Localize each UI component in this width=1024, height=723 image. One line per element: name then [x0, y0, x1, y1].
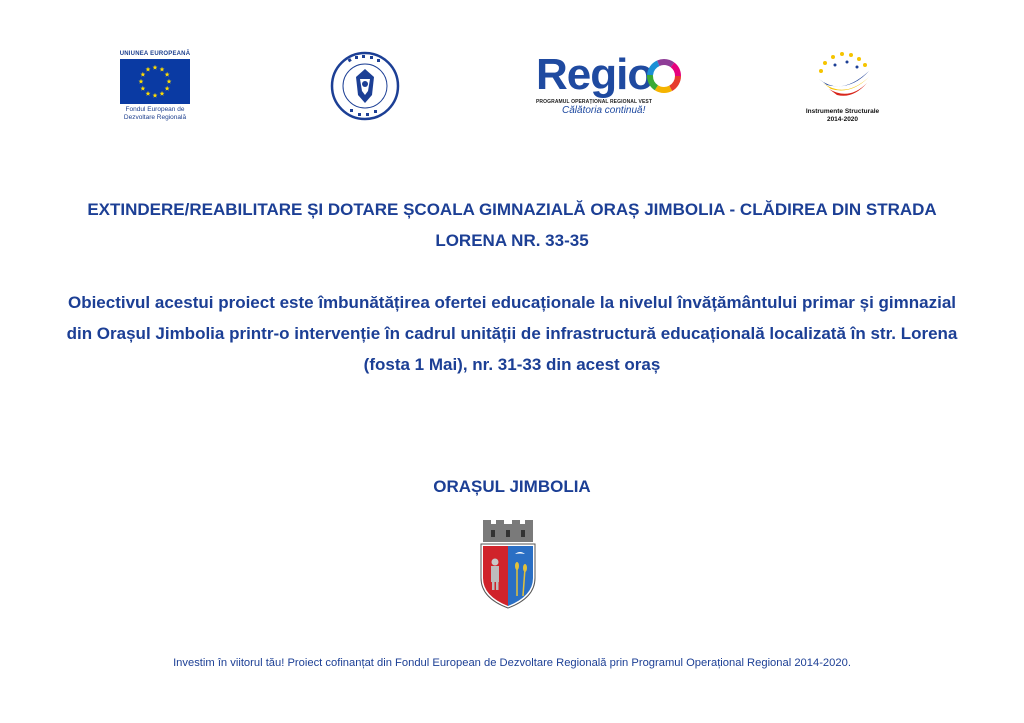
eu-star: [153, 93, 158, 98]
eu-star: [146, 91, 151, 96]
footer-disclaimer: Investim în viitorul tău! Proiect cofinanțat din Fondul European de Dezvoltare Regională prin Programul Operațional Regional 2014-2020.: [173, 657, 851, 669]
eu-flag-icon: [120, 59, 190, 104]
regio-wordmark: Regio: [536, 50, 654, 99]
eu-star: [165, 86, 170, 91]
eu-caption: UNIUNEA EUROPEANĂ: [119, 51, 191, 57]
project-objective: Obiectivul acestui proiect este îmbunătățirea ofertei educaționale la nivelul învățământului primar și gimnazial din Orașul Jimbolia printr-o intervenție în cadrul unității de infrastructură educațională localizată în str. Lorena (fosta 1 Mai), nr. 31-33 din acest oraș: [66, 293, 958, 374]
instruments-caption-line1: Instrumente Structurale: [805, 108, 880, 115]
regio-logo: [536, 50, 686, 123]
eu-star: [139, 79, 144, 84]
eu-star: [160, 91, 165, 96]
eu-star: [153, 65, 158, 70]
eu-fund-line1: Fondul European de: [125, 106, 185, 113]
logo-bar: [0, 45, 1024, 135]
regio-program-line: PROGRAMUL OPERAȚIONAL REGIONAL VEST: [536, 99, 653, 105]
eu-star: [140, 86, 145, 91]
jimbolia-coat-of-arms-icon: [477, 520, 539, 610]
beneficiary-name: ORAȘUL JIMBOLIA: [433, 477, 591, 496]
structural-instruments-logo-icon: [811, 47, 875, 103]
eu-stars-icon: [120, 59, 190, 104]
project-title: EXTINDERE/REABILITARE ȘI DOTARE ȘCOALA GIMNAZIALĂ ORAȘ JIMBOLIA - CLĂDIREA DIN STRADA LORENA NR. 33-35: [87, 200, 937, 250]
instruments-caption-line2: 2014-2020: [826, 116, 859, 123]
eu-star: [167, 79, 172, 84]
structural-instruments-logo: [795, 47, 890, 127]
eu-logo: [116, 51, 194, 122]
government-seal-icon: [330, 51, 400, 121]
eu-fund-name: [116, 106, 194, 122]
eu-star: [160, 67, 165, 72]
eu-star: [140, 72, 145, 77]
eu-star: [146, 67, 151, 72]
eu-star: [165, 72, 170, 77]
eu-fund-line2: Dezvoltare Regională: [123, 114, 187, 121]
regio-tagline: Călătoria continuă!: [562, 105, 646, 116]
regio-color-wheel-icon: [647, 59, 681, 93]
